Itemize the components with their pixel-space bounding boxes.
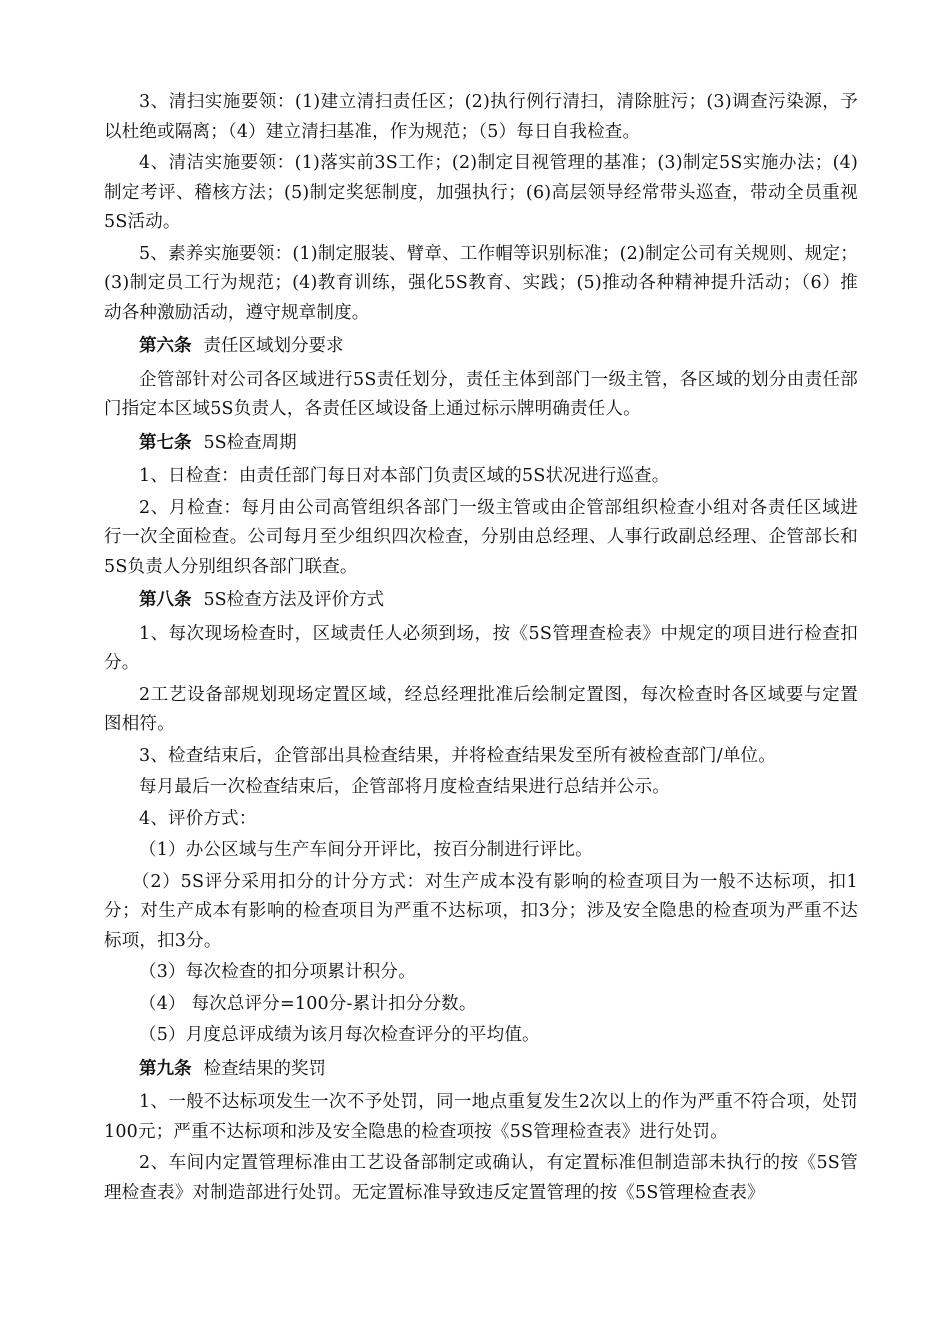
- article-8-item: 每月最后一次检查结束后，企管部将月度检查结果进行总结并公示。: [139, 777, 670, 797]
- article-7-item: 1、日检查：由责任部门每日对本部门负责区域的5S状况进行巡查。: [139, 466, 670, 486]
- article-8-item: （1）办公区域与生产车间分开评比，按百分制进行评比。: [139, 840, 593, 860]
- article-8-item: 3、检查结束后，企管部出具检查结果，并将检查结果发至所有被检查部门/单位。: [139, 745, 776, 766]
- paragraph-cleaning-guidelines: 3、清扫实施要领：(1)建立清扫责任区；(2)执行例行清扫，清除脏污；(3)调查污染源，予以杜绝或隔离；（4）建立清扫基准，作为规范；（5）每日自我检查。: [104, 92, 858, 142]
- article-9-heading: [104, 1055, 858, 1085]
- paragraph-discipline-guidelines: 5、素养实施要领：(1)制定服装、臂章、工作帽等识别标准；(2)制定公司有关规则、规定；(3)制定员工行为规范；(4)教育训练，强化5S教育、实践；(5)推动各种精神提升活动；（6）推动各种激励活动，遵守规章制度。: [104, 243, 858, 323]
- article-9-item: 1、一般不达标项发生一次不予处罚，同一地点重复发生2次以上的作为严重不符合项，处罚100元；严重不达标项和涉及安全隐患的检查项按《5S管理检查表》进行处罚。: [104, 1092, 858, 1142]
- article-8-item: 2工艺设备部规划现场定置区域，经总经理批准后绘制定置图，每次检查时各区域要与定置图相符。: [104, 684, 858, 734]
- article-9-item: 2、车间内定置管理标准由工艺设备部制定或确认，有定置标准但制造部未执行的按《5S管理检查表》对制造部进行处罚。无定置标准导致违反定置管理的按《5S管理检查表》: [104, 1153, 858, 1203]
- article-8-item: 4、评价方式：: [139, 808, 257, 829]
- article-7-heading: [104, 429, 858, 459]
- article-8-item: （5）月度总评成绩为该月每次检查评分的平均值。: [139, 1025, 540, 1045]
- article-6-label: 第六条: [139, 336, 192, 356]
- article-8-item: 1、每次现场检查时，区域责任人必须到场，按《5S管理查检表》中规定的项目进行检查扣分。: [104, 623, 858, 673]
- article-8-label: 第八条: [139, 590, 192, 610]
- article-7-item: 2、月检查：每月由公司高管组织各部门一级主管或由企管部组织检查小组对各责任区域进行一次全面检查。公司每月至少组织四次检查，分别由总经理、人事行政副总经理、企管部长和5S负责人分别组织各部门联查。: [104, 497, 858, 577]
- paragraph-tidiness-guidelines: 4、清洁实施要领：(1)落实前3S工作；(2)制定目视管理的基准；(3)制定5S实施办法；(4)制定考评、稽核方法；(5)制定奖惩制度，加强执行；(6)高层领导经常带头巡查，带动全员重视5S活动。: [104, 153, 858, 232]
- article-8-heading: [104, 586, 858, 616]
- article-8-item: （3）每次检查的扣分项累计积分。: [139, 962, 416, 982]
- article-6-title: 责任区域划分要求: [203, 336, 344, 356]
- article-9-title: 检查结果的奖罚: [203, 1058, 326, 1079]
- article-7-label: 第七条: [139, 432, 192, 453]
- article-8-item: （4） 每次总评分=100分-累计扣分分数。: [139, 993, 477, 1014]
- article-6-heading: [104, 332, 858, 362]
- article-7-title: 5S检查周期: [203, 432, 297, 453]
- article-6-body: 企管部针对公司各区域进行5S责任划分，责任主体到部门一级主管，各区域的划分由责任部门指定本区域5S负责人，各责任区域设备上通过标示牌明确责任人。: [104, 369, 858, 419]
- article-8-title: 5S检查方法及评价方式: [203, 590, 385, 610]
- article-9-label: 第九条: [139, 1058, 192, 1079]
- document-body: [104, 88, 858, 1210]
- article-8-item: （2）5S评分采用扣分的计分方式：对生产成本没有影响的检查项目为一般不达标项，扣1分；对生产成本有影响的检查项目为严重不达标项，扣3分；涉及安全隐患的检查项为严重不达标项，扣3分。: [104, 871, 858, 951]
